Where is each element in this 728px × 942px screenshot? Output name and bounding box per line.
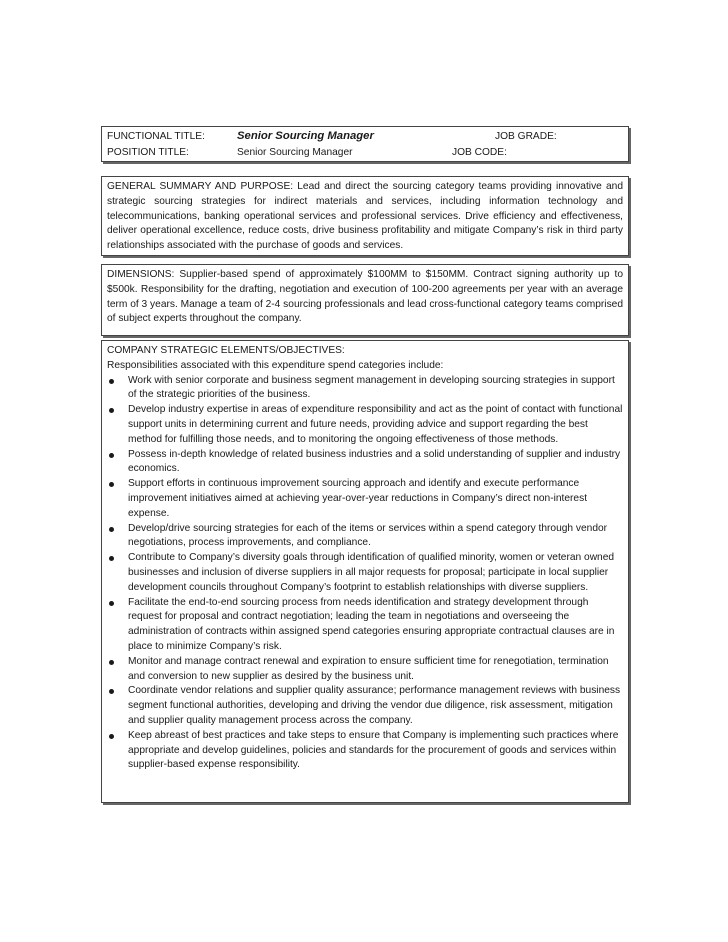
list-item xyxy=(107,477,623,521)
title-header-box xyxy=(101,126,629,162)
list-item-text: Possess in-depth knowledge of related business industries and a solid understanding of supplier and industry economics. xyxy=(128,448,621,475)
list-item xyxy=(107,403,623,447)
list-item xyxy=(107,522,623,552)
position-title-label: POSITION TITLE: xyxy=(107,147,189,158)
list-item xyxy=(107,448,623,478)
general-summary-text: GENERAL SUMMARY AND PURPOSE: Lead and direct the sourcing category teams providing innovative and strategic sourcing strategies for indirect materials and services, including information technology and telecommunications, banking operational services and professional services. Drive efficiency and effectiveness, deliver operational excellence, reduce costs, drive business profitability and mitigate Company’s risk in third party relationships associated with the purchase of goods and services. xyxy=(107,181,623,252)
bullet-icon xyxy=(109,556,114,561)
bullet-icon xyxy=(109,601,114,606)
position-title-value: Senior Sourcing Manager xyxy=(237,147,353,158)
list-item-text: Work with senior corporate and business segment management in developing sourcing strategies in support of the strategic priorities of the business. xyxy=(128,374,615,401)
bullet-icon xyxy=(109,660,114,665)
list-item-text: Develop industry expertise in areas of expenditure responsibility and act as the point of contact with functional support units in determining current and future needs, providing advice and support regarding the best method for fulfilling those needs, and to monitoring the ongoing effectiveness of those methods. xyxy=(128,404,623,445)
position-title-row xyxy=(107,145,623,161)
list-item xyxy=(107,729,623,773)
list-item-text: Monitor and manage contract renewal and expiration to ensure sufficient time for renegotiation, termination and conversion to new supplier as desired by the business unit. xyxy=(128,655,609,682)
list-item xyxy=(107,684,623,728)
objectives-list xyxy=(107,374,623,774)
list-item xyxy=(107,551,623,595)
list-item xyxy=(107,596,623,655)
job-code-label: JOB CODE: xyxy=(452,147,507,158)
dimensions-text: DIMENSIONS: Supplier-based spend of approximately $100MM to $150MM. Contract signing authority up to $500k. Responsibility for the drafting, negotiation and execution of 100-200 agreements per year with an average term of 3 years. Manage a team of 2-4 sourcing professionals and lead cross-functional category teams comprised of subject experts throughout the company. xyxy=(107,269,623,325)
list-item-text: Coordinate vendor relations and supplier quality assurance; performance management reviews with business segment functional authorities, developing and driving the vendor due diligence, risk assessment, mitigation and supplier quality management process across the company. xyxy=(128,685,621,726)
objectives-intro: Responsibilities associated with this expenditure spend categories include: xyxy=(107,359,444,371)
list-item-text: Facilitate the end-to-end sourcing process from needs identification and strategy development through request for proposal and contract negotiation; leading the team in negotiations and overseeing the administration of contracts within assigned spend categories ensuring appropriate contractual clauses are in place to minimize Company’s risk. xyxy=(128,596,615,652)
functional-title-value: Senior Sourcing Manager xyxy=(237,130,374,142)
list-item-text: Support efforts in continuous improvement sourcing approach and identify and execute performance improvement initiatives aimed at achieving year-over-year reductions in Company’s direct non-interest expense. xyxy=(128,478,588,519)
bullet-icon xyxy=(109,453,114,458)
bullet-icon xyxy=(109,408,114,413)
job-grade-label: JOB GRADE: xyxy=(495,131,557,142)
list-item-text: Develop/drive sourcing strategies for each of the items or services within a spend category through vendor negotiations, process improvements, and compliance. xyxy=(128,522,608,549)
functional-title-label: FUNCTIONAL TITLE: xyxy=(107,131,205,142)
functional-title-row xyxy=(107,129,623,145)
strategic-objectives-box xyxy=(101,340,629,803)
list-item-text: Contribute to Company’s diversity goals through identification of qualified minority, women or veteran owned businesses and inclusion of diverse suppliers in all major requests for proposal; participate in local supplier development councils throughout Company’s footprint to establish relationships with diverse suppliers. xyxy=(128,552,615,593)
list-item-text: Keep abreast of best practices and take steps to ensure that Company is implementing such practices where appropriate and develop guidelines, policies and standards for the procurement of goods and services within supplier-based expense responsibility. xyxy=(128,729,619,771)
objectives-heading: COMPANY STRATEGIC ELEMENTS/OBJECTIVES: xyxy=(107,345,345,356)
bullet-icon xyxy=(109,482,114,487)
list-item xyxy=(107,374,623,404)
list-item xyxy=(107,655,623,685)
dimensions-box xyxy=(101,264,629,336)
general-summary-box xyxy=(101,176,629,256)
bullet-icon xyxy=(109,379,114,384)
bullet-icon xyxy=(109,527,114,532)
bullet-icon xyxy=(109,734,114,739)
bullet-icon xyxy=(109,689,114,694)
